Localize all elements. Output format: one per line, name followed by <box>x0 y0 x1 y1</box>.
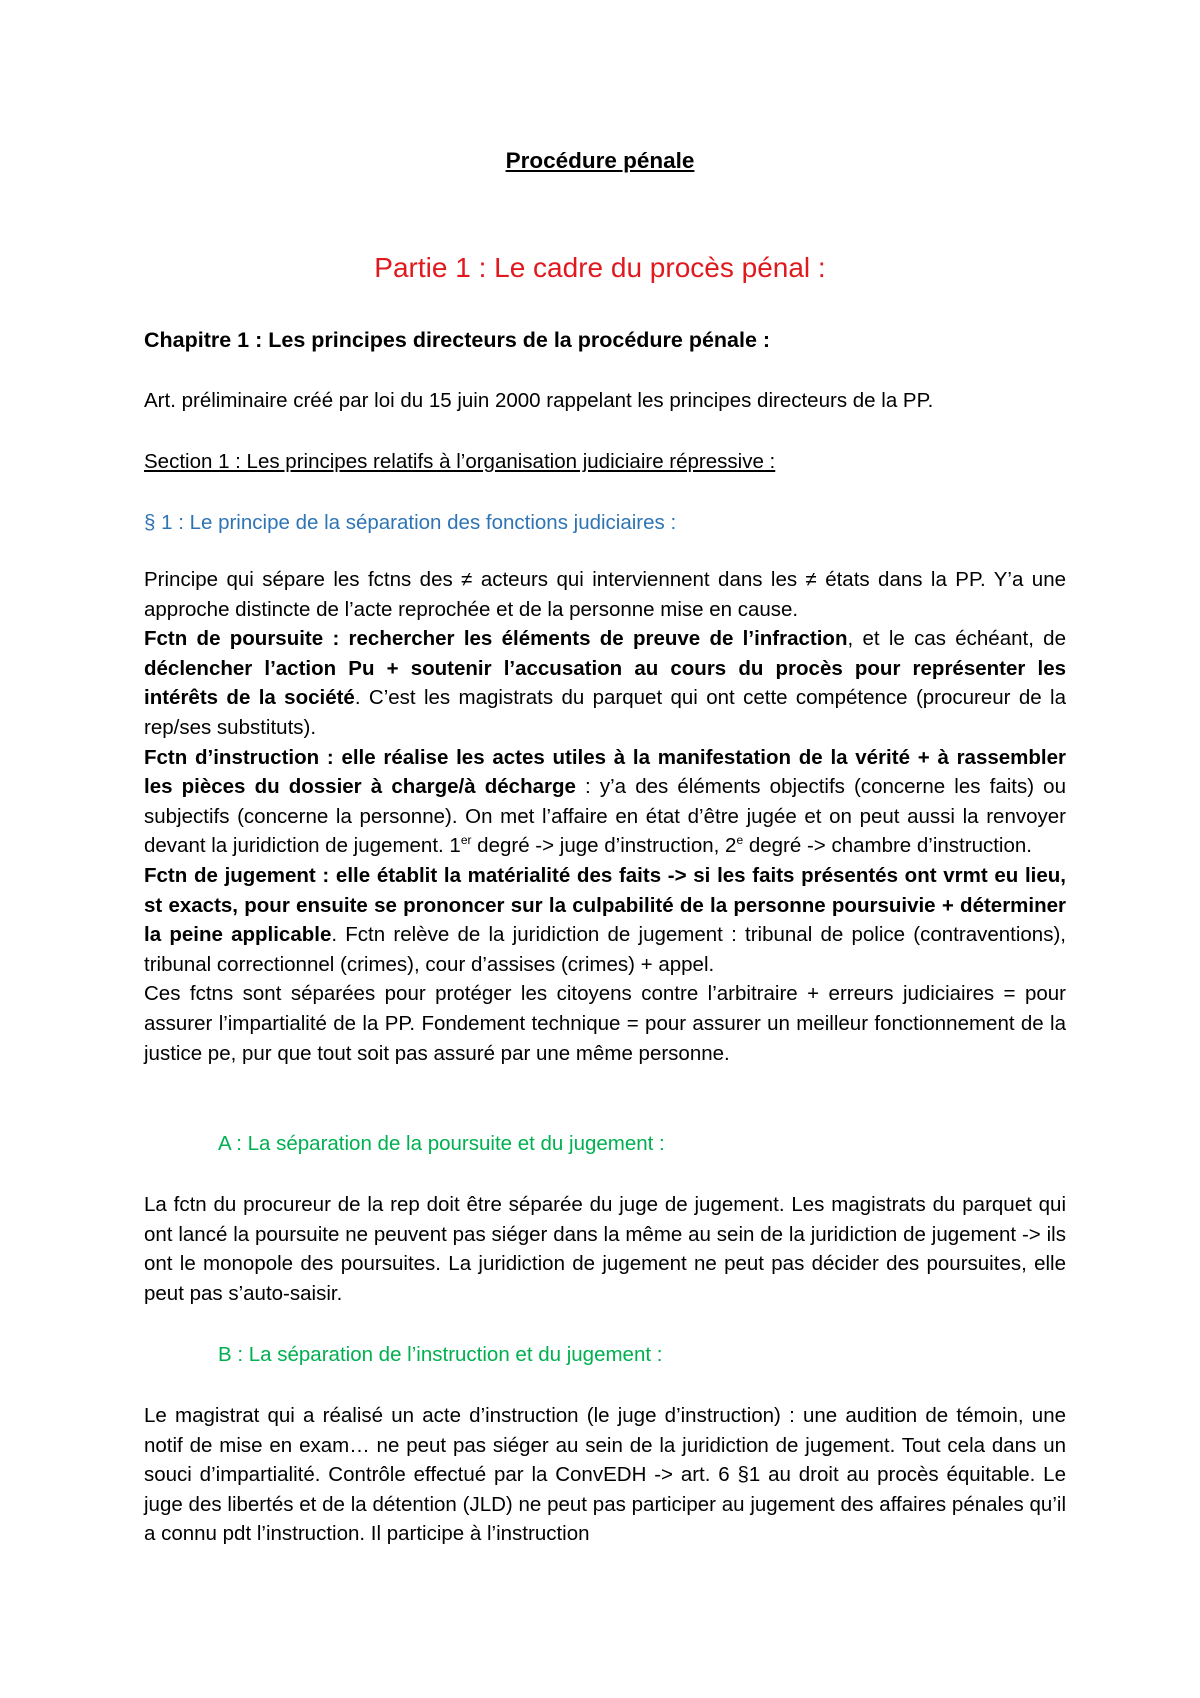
instruction-end: degré -> chambre d’instruction. <box>743 834 1032 858</box>
poursuite-text: . C’est les magistrats du parquet qui ont cette compétence (procureur de la rep/ses substituts). <box>144 686 1066 739</box>
superscript-er: er <box>460 833 472 848</box>
jugement-paragraph <box>144 861 1066 979</box>
instruction-term: Fctn d’instruction : elle réalise les actes utiles à la manifestation de la vérité + à rassembler les pièces du dossier à charge/à décharge <box>144 745 1066 799</box>
poursuite-paragraph <box>144 624 1066 742</box>
paragraphe-heading: § 1 : Le principe de la séparation des fonctions judiciaires : <box>144 511 677 534</box>
subsection-b-heading: B : La séparation de l’instruction et du jugement : <box>218 1343 663 1366</box>
chapitre-heading: Chapitre 1 : Les principes directeurs de la procédure pénale : <box>144 328 771 352</box>
subsection-b-body: Le magistrat qui a réalisé un acte d’instruction (le juge d’instruction) : une audition de témoin, une notif de mise en exam… ne peut pas siéger au sein de la juridiction de jugement. Tout cela dans un souci d’impartialité. Contrôle effectué par la ConvEDH -> art. 6 §1 au droit au procès équitable. Le juge des libertés et de la détention (JLD) ne peut pas participer au jugement des affaires pénales qu’il a connu pdt l’instruction. Il participe à l’instruction <box>144 1404 1066 1546</box>
poursuite-mid: , et le cas échéant, de <box>847 627 1066 651</box>
jugement-text: . Fctn relève de la juridiction de jugement : tribunal de police (contraventions), tribunal correctionnel (crimes), cour d’assises (crimes) + appel. <box>144 923 1066 976</box>
art-preliminaire-text: Art. préliminaire créé par loi du 15 juin 2000 rappelant les principes directeurs de la PP. <box>144 389 934 412</box>
jugement-term: Fctn de jugement : elle établit la matérialité des faits -> si les faits présentés ont vrmt eu lieu, st exacts, pour ensuite se prononcer sur la culpabilité de la personne poursuivie + déterminer la peine applicable <box>144 863 1066 947</box>
conclusion-paragraph: Ces fctns sont séparées pour protéger les citoyens contre l’arbitraire + erreurs judiciaires = pour assurer l’impartialité de la PP. Fondement technique = pour assurer un meilleur fonctionnement de la justice pe, pur que tout soit pas assuré par une même personne. <box>144 982 1066 1065</box>
section-body <box>144 565 1066 1068</box>
instruction-mid: degré -> juge d’instruction, 2 <box>471 834 737 858</box>
intro-paragraph: Principe qui sépare les fctns des ≠ acteurs qui interviennent dans les ≠ états dans la PP. Y’a une approche distincte de l’acte reprochée et de la personne mise en cause. <box>144 568 1066 621</box>
instruction-paragraph <box>144 743 1066 861</box>
partie-heading: Partie 1 : Le cadre du procès pénal : <box>374 252 826 283</box>
superscript-e: e <box>736 833 744 848</box>
section-heading: Section 1 : Les principes relatifs à l’organisation judiciaire répressive : <box>144 450 776 473</box>
poursuite-term: Fctn de poursuite : rechercher les éléments de preuve de l’infraction <box>144 627 848 651</box>
document-title: Procédure pénale <box>505 148 695 173</box>
subsection-a-body: La fctn du procureur de la rep doit être séparée du juge de jugement. Les magistrats du parquet qui ont lancé la poursuite ne peuvent pas siéger dans la même au sein de la juridiction de jugement -> ils ont le monopole des poursuites. La juridiction de jugement ne peut pas décider des poursuites, elle peut pas s’auto-saisir. <box>144 1193 1066 1305</box>
subsection-a-heading: A : La séparation de la poursuite et du jugement : <box>218 1132 665 1155</box>
poursuite-term-2: déclencher l’action Pu + soutenir l’accusation au cours du procès pour représenter les intérêts de la société <box>144 656 1066 710</box>
instruction-text: : y’a des éléments objectifs (concerne les faits) ou subjectifs (concerne la personne). On met l’affaire en état d’être jugée et on peut aussi la renvoyer devant la juridiction de jugement. 1 <box>144 775 1066 858</box>
